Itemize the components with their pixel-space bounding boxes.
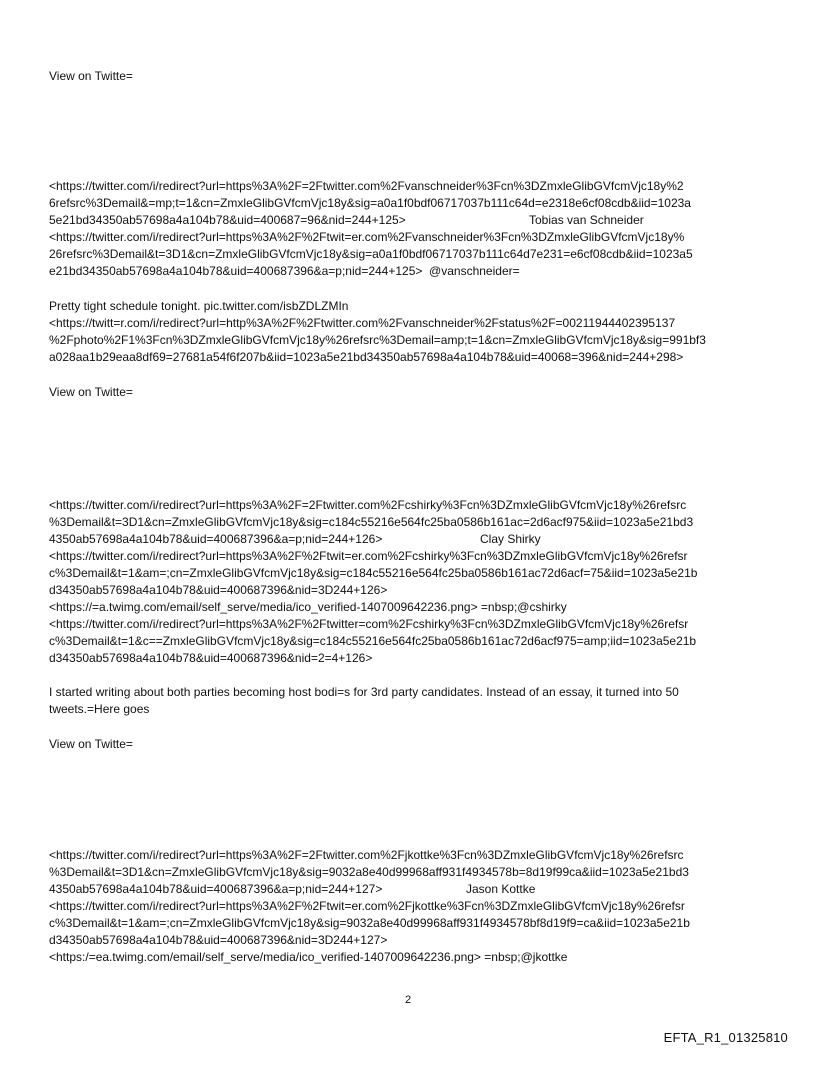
tweet-text-line: tweets.=Here goes	[49, 702, 150, 716]
redirect-url-line: 6refsrc%3Demail&=mp;t=1&cn=ZmxleGlibGVfcmVjc18y&sig=a0a1f0bdf06717037b111c64d=e2318e6cf08cdb&iid=1023a	[49, 196, 691, 210]
redirect-url-line: d34350ab57698a4a104b78&uid=400687396&nid=3D244+127>	[49, 933, 388, 947]
redirect-url-line: <https://twitter.com/i/redirect?url=https%3A%2F%2Ftwit=er.com%2Fcshirky%3Fcn%3DZmxleGlibGVfcmVjc18y%26refsr	[49, 549, 688, 563]
tweet-author-name: Clay Shirky	[480, 532, 541, 546]
tweet-author-name: Jason Kottke	[466, 882, 536, 896]
tweet-text-line: Pretty tight schedule tonight. pic.twitter.com/isbZDLZMIn	[49, 299, 349, 313]
redirect-url-line: d34350ab57698a4a104b78&uid=400687396&nid=2=4+126>	[49, 651, 373, 665]
tweet-author-name: Tobias van Schneider	[529, 213, 644, 227]
view-on-twitter-link[interactable]: View on Twitte=	[49, 737, 133, 751]
page-number: 2	[404, 994, 412, 1006]
redirect-url-line: <https://twitter.com/i/redirect?url=https%3A%2F%2Ftwitter=com%2Fcshirky%3Fcn%3DZmxleGlibGVfcmVjc18y%26refsr	[49, 617, 689, 631]
redirect-url-line: c%3Demail&t=1&am=;cn=ZmxleGlibGVfcmVjc18y&sig=c184c55216e564fc25ba0586b161ac72d6acf=75&iid=1023a5e21b	[49, 566, 698, 580]
redirect-url-line: <https://twitter.com/i/redirect?url=https%3A%2F=2Ftwitter.com%2Fcshirky%3Fcn%3DZmxleGlibGVfcmVjc18y%26refsrc	[49, 498, 687, 512]
redirect-url-line: c%3Demail&t=1&am=;cn=ZmxleGlibGVfcmVjc18y&sig=9032a8e40d99968aff931f4934578bf8d19f9=ca&iid=1023a5e21b	[49, 916, 690, 930]
redirect-url-line: e21bd34350ab57698a4a104b78&uid=400687396&a=p;nid=244+125> @vanschneider=	[49, 264, 520, 278]
redirect-url-line: <https://twitter.com/i/redirect?url=https%3A%2F%2Ftwit=er.com%2Fvanschneider%3Fcn%3DZmxleGlibGVfcmVjc18y%	[49, 230, 685, 244]
view-on-twitter-link[interactable]: View on Twitte=	[49, 385, 133, 399]
redirect-url-line: %3Demail&t=3D1&cn=ZmxleGlibGVfcmVjc18y&sig=9032a8e40d99968aff931f4934578b=8d19f99ca&iid=1023a5e21bd3	[49, 865, 689, 879]
redirect-url-line: d34350ab57698a4a104b78&uid=400687396&nid=3D244+126>	[49, 583, 388, 597]
document-id-footer: EFTA_R1_01325810	[663, 1030, 788, 1045]
verified-icon-url-line: <https://=a.twimg.com/email/self_serve/media/ico_verified-1407009642236.png> =nbsp;@cshirky	[49, 600, 567, 614]
redirect-url-line: <https://twitter.com/i/redirect?url=https%3A%2F%2Ftwit=er.com%2Fjkottke%3Fcn%3DZmxleGlibGVfcmVjc18y%26refsr	[49, 899, 685, 913]
redirect-url-line: 5e21bd34350ab57698a4a104b78&uid=400687=96&nid=244+125>	[49, 213, 406, 227]
redirect-url-line: %3Demail&t=3D1&cn=ZmxleGlibGVfcmVjc18y&sig=c184c55216e564fc25ba0586b161ac=2d6acf975&iid=1023a5e21bd3	[49, 515, 694, 529]
tweet-link-line: %2Fphoto%2F1%3Fcn%3DZmxleGlibGVfcmVjc18y%26refsrc%3Demail=amp;t=1&cn=ZmxleGlibGVfcmVjc18y&sig=991bf3	[49, 333, 706, 347]
redirect-url-line: 4350ab57698a4a104b78&uid=400687396&a=p;nid=244+126>	[49, 532, 383, 546]
verified-icon-url-line: <https:/=ea.twimg.com/email/self_serve/media/ico_verified-1407009642236.png> =nbsp;@jkottke	[49, 950, 568, 964]
tweet-link-line: a028aa1b29eaa8df69=27681a54f6f207b&iid=1023a5e21bd34350ab57698a4a104b78&uid=40068=396&nid=244+298>	[49, 350, 684, 364]
redirect-url-line: 26refsrc%3Demail&t=3D1&cn=ZmxleGlibGVfcmVjc18y&sig=a0a1f0bdf06717037b111c64d7e231=e6cf08cdb&iid=1023a5	[49, 247, 693, 261]
redirect-url-line: 4350ab57698a4a104b78&uid=400687396&a=p;nid=244+127>	[49, 882, 383, 896]
tweet-link-line: <https://twitt=r.com/i/redirect?url=http%3A%2F%2Ftwitter.com%2Fvanschneider%2Fstatus%2F=00211944402395137	[49, 316, 676, 330]
redirect-url-line: <https://twitter.com/i/redirect?url=https%3A%2F=2Ftwitter.com%2Fvanschneider%3Fcn%3DZmxleGlibGVfcmVjc18y%2	[49, 179, 684, 193]
tweet-text-line: I started writing about both parties becoming host bodi=s for 3rd party candidates. Instead of an essay, it turned into 50	[49, 685, 679, 699]
view-on-twitter-link[interactable]: View on Twitte=	[49, 69, 133, 83]
redirect-url-line: c%3Demail&t=1&c==ZmxleGlibGVfcmVjc18y&sig=c184c55216e564fc25ba0586b161ac72d6acf975=amp;iid=1023a5e21b	[49, 634, 697, 648]
redirect-url-line: <https://twitter.com/i/redirect?url=https%3A%2F=2Ftwitter.com%2Fjkottke%3Fcn%3DZmxleGlibGVfcmVjc18y%26refsrc	[49, 848, 684, 862]
